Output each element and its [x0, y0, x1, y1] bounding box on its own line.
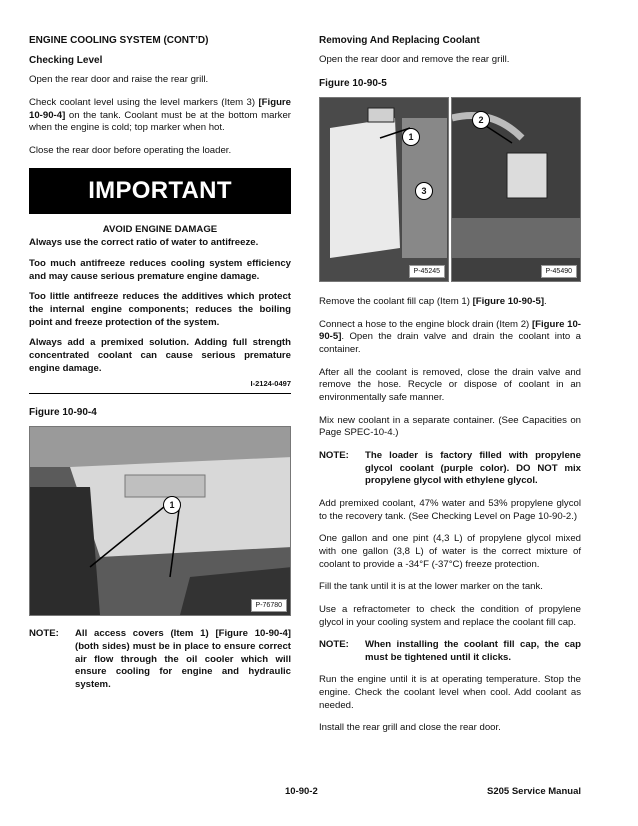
- note-label: NOTE:: [319, 639, 349, 651]
- callout-2: 2: [472, 111, 490, 129]
- paragraph: [319, 296, 581, 309]
- paragraph: Open the rear door and remove the rear grill.: [319, 54, 510, 66]
- important-banner: IMPORTANT: [29, 168, 291, 214]
- paragraph: [319, 319, 581, 357]
- figure-reference: [Figure 10-90-4]: [29, 97, 291, 121]
- note-text: All access covers (Item 1) [Figure 10-90-4] (both sides) must be in place to ensure correct air flow through the oil cooler which will ensure cooling for engine and hydraulic system.: [75, 628, 291, 690]
- note: [319, 450, 581, 488]
- callout-1: 1: [402, 128, 420, 146]
- callout-3: 3: [415, 182, 433, 200]
- photo-code: P-45490: [541, 265, 577, 278]
- manual-title: S205 Service Manual: [487, 786, 581, 797]
- photo-code: P-45245: [409, 265, 445, 278]
- divider: [29, 393, 291, 394]
- paragraph: Install the rear grill and close the rear door.: [319, 722, 501, 734]
- text: Connect a hose to the engine block drain (Item 2): [319, 318, 532, 330]
- figure-reference: [Figure 10-90-5]: [472, 296, 545, 308]
- warning-text: Always add a premixed solution. Adding full strength concentrated coolant can cause serious premature engine damage.: [29, 337, 291, 374]
- paragraph: Add premixed coolant, 47% water and 53% propylene glycol to the recovery tank. (See Checking Level on Page 10-90-2.): [319, 497, 581, 522]
- warning-text: Too much antifreeze reduces cooling system efficiency and may cause serious premature engine damage.: [29, 257, 291, 282]
- text: Remove the coolant fill cap (Item 1): [319, 296, 473, 308]
- paragraph: Close the rear door before operating the loader.: [29, 145, 232, 156]
- paragraph: Open the rear door and raise the rear grill.: [29, 74, 209, 86]
- paragraph: Mix new coolant in a separate container. (See Capacities on Page SPEC-10-4.): [319, 414, 581, 439]
- warning-block: [29, 224, 291, 376]
- note-text: When installing the coolant fill cap, the cap must be tightened until it clicks.: [365, 639, 581, 663]
- figure-label: Figure 10-90-4: [29, 407, 97, 419]
- coolant-tank-photo: [319, 97, 449, 282]
- warning-text: Always use the correct ratio of water to antifreeze.: [29, 237, 259, 249]
- note: [29, 628, 291, 691]
- note: [319, 639, 581, 664]
- section-heading: ENGINE COOLING SYSTEM (CONT’D): [29, 35, 209, 46]
- subsection-heading: Checking Level: [29, 55, 103, 67]
- warning-code: I-2124-0497: [250, 379, 291, 389]
- page-number: 10-90-2: [285, 786, 318, 797]
- loader-side-photo: [30, 427, 291, 615]
- paragraph: After all the coolant is removed, close the drain valve and remove the hose. Recycle or dispose of coolant in an environmentally safe manner.: [319, 366, 581, 403]
- right-column: [319, 34, 581, 745]
- text: on the tank. Coolant must be at the bottom marker when the engine is cold; top marker when hot.: [29, 109, 291, 134]
- warning-title: AVOID ENGINE DAMAGE: [102, 223, 218, 235]
- warning-text: Too little antifreeze reduces the additives which protect the internal engine components; reduces the boiling point and freeze protection of the system.: [29, 291, 291, 328]
- paragraph: [29, 97, 291, 135]
- text: .: [544, 296, 547, 308]
- engine-drain-photo: [451, 97, 581, 282]
- callout-1: 1: [163, 496, 181, 514]
- paragraph: Use a refractometer to check the condition of propylene glycol in your cooling system and replace the coolant fill cap.: [319, 603, 581, 628]
- paragraph: Run the engine until it is at operating temperature. Stop the engine. Check the coolant level when cool. Add coolant as needed.: [319, 674, 581, 711]
- note-label: NOTE:: [29, 628, 59, 640]
- note-text: The loader is factory filled with propylene glycol coolant (purple color). DO NOT mix propylene glycol with ethylene glycol.: [365, 449, 581, 487]
- paragraph: One gallon and one pint (4,3 L) of propylene glycol mixed with one gallon (3,8 L) of water is the correct mixture of coolant to provide a -34°F (-37°C) freeze protection.: [319, 533, 581, 570]
- text: . Open the drain valve and drain the coolant into a container.: [319, 331, 581, 355]
- figure-photo: [29, 426, 291, 616]
- figure-photos: [319, 97, 581, 282]
- figure-label: Figure 10-90-5: [319, 77, 387, 89]
- text: Check coolant level using the level markers (Item 3): [29, 97, 259, 109]
- engine-image: [452, 98, 581, 281]
- left-column: [29, 34, 291, 702]
- photo-code: P-76780: [251, 599, 287, 612]
- paragraph: Fill the tank until it is at the lower marker on the tank.: [319, 581, 543, 593]
- note-label: NOTE:: [319, 449, 349, 461]
- figure-reference: [Figure 10-90-5]: [319, 318, 581, 343]
- section-heading: Removing And Replacing Coolant: [319, 35, 480, 46]
